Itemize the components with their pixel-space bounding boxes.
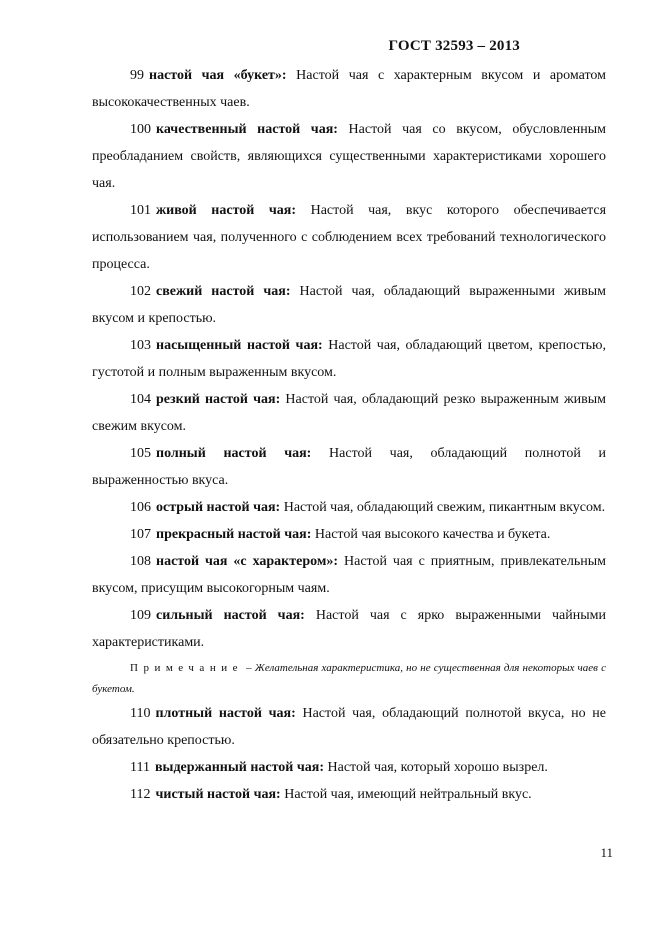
term-number: 110 — [130, 706, 151, 721]
term-entry — [92, 521, 606, 548]
document-standard-id: ГОСТ 32593 – 2013 — [388, 38, 520, 54]
term-definition: Настой чая, который хорошо вызрел. — [327, 760, 548, 775]
term-name: насыщенный настой чая: — [156, 338, 323, 353]
term-definition: Настой чая с ярко выраженными чайными характеристиками. — [92, 608, 607, 650]
term-name: чистый настой чая: — [155, 787, 281, 802]
term-name: настой чая «с характером»: — [156, 554, 339, 569]
term-name: свежий настой чая: — [156, 284, 291, 299]
term-name: сильный настой чая: — [156, 608, 305, 623]
term-number: 109 — [130, 608, 151, 623]
term-entry — [92, 781, 606, 808]
term-number: 104 — [130, 392, 151, 407]
term-name: настой чая «букет»: — [149, 68, 287, 83]
term-name: полный настой чая: — [156, 446, 312, 461]
term-entry — [92, 602, 606, 656]
term-entry — [92, 278, 606, 332]
term-name: прекрасный настой чая: — [156, 527, 312, 542]
term-entry — [92, 116, 606, 197]
note-text: – Желательная характеристика, но не существенная для некоторых чаев с букетом. — [92, 662, 606, 695]
term-definition: Настой чая, обладающий полнотой и выраженностью вкуса. — [92, 446, 606, 488]
note — [92, 658, 606, 700]
term-number: 108 — [130, 554, 151, 569]
term-definition: Настой чая, обладающий полнотой вкуса, но не обязательно крепостью. — [92, 706, 606, 748]
term-entry — [92, 332, 606, 386]
term-definition: Настой чая, обладающий выраженными живым вкусом и крепостью. — [92, 284, 606, 326]
term-definition: Настой чая, обладающий резко выраженным живым свежим вкусом. — [92, 392, 606, 434]
term-name: острый настой чая: — [156, 500, 281, 515]
term-number: 99 — [130, 68, 144, 83]
term-number: 106 — [130, 500, 151, 515]
term-number: 102 — [130, 284, 151, 299]
term-definition: Настой чая, обладающий свежим, пикантным вкусом. — [283, 500, 606, 515]
terms-list — [92, 62, 606, 808]
term-definition: Настой чая с характерным вкусом и ароматом высококачественных чаев. — [92, 68, 607, 110]
term-entry — [92, 548, 606, 602]
term-definition: Настой чая, обладающий цветом, крепостью, густотой и полным выраженным вкусом. — [92, 338, 607, 380]
term-definition: Настой чая, имеющий нейтральный вкус. — [284, 787, 532, 802]
term-definition: Настой чая со вкусом, обусловленным преобладанием свойств, являющихся существенными характеристиками хорошего чая. — [92, 122, 606, 191]
term-number: 103 — [130, 338, 151, 353]
term-entry — [92, 440, 606, 494]
term-entry — [92, 197, 606, 278]
term-name: качественный настой чая: — [156, 122, 338, 137]
term-number: 111 — [130, 760, 150, 775]
term-name: выдержанный настой чая: — [154, 760, 324, 775]
term-entry — [92, 700, 606, 754]
term-name: живой настой чая: — [156, 203, 297, 218]
term-definition: Настой чая, вкус которого обеспечивается использованием чая, полученного с соблюдением всех требований технологического процесса. — [92, 203, 607, 272]
term-definition: Настой чая с приятным, привлекательным вкусом, присущим высокогорным чаям. — [92, 554, 607, 596]
term-definition: Настой чая высокого качества и букета. — [314, 527, 551, 542]
page-number: 11 — [600, 845, 613, 860]
note-label: Примечание — [130, 662, 243, 674]
term-name: резкий настой чая: — [156, 392, 281, 407]
term-number: 101 — [130, 203, 151, 218]
term-entry — [92, 386, 606, 440]
term-name: плотный настой чая: — [155, 706, 296, 721]
term-number: 112 — [130, 787, 151, 802]
term-number: 100 — [130, 122, 151, 137]
term-entry — [92, 494, 606, 521]
term-number: 107 — [130, 527, 151, 542]
term-entry — [92, 754, 606, 781]
term-entry — [92, 62, 606, 116]
term-number: 105 — [130, 446, 151, 461]
